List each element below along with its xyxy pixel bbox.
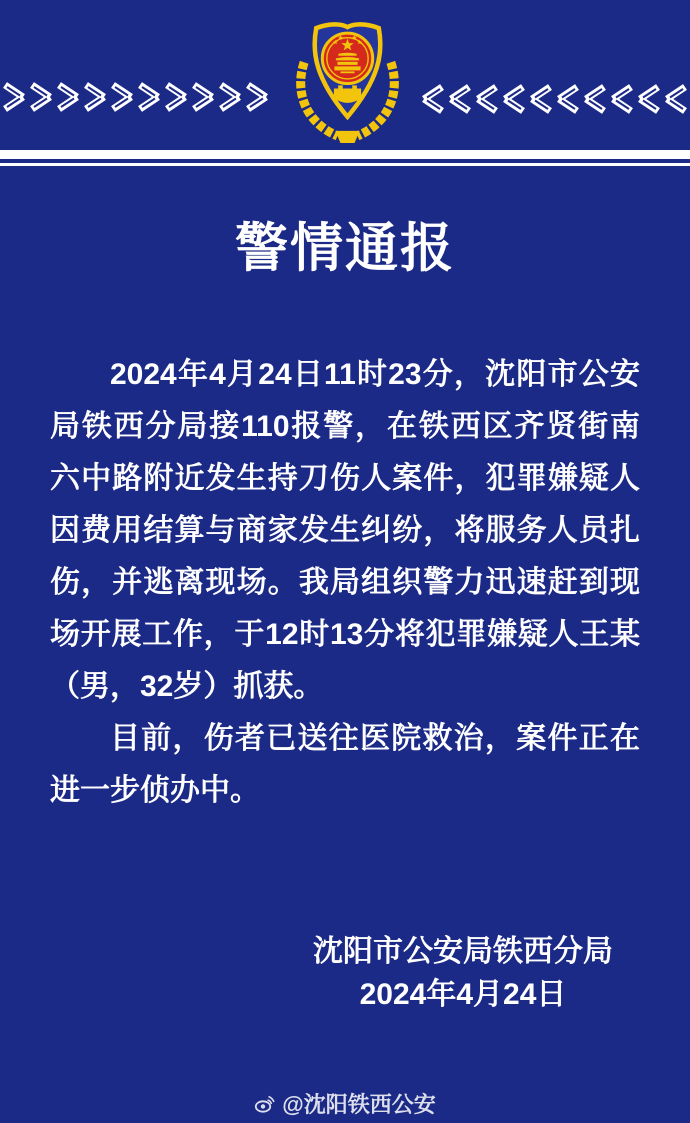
body-line: 2024年4月24日11时23分，沈阳市公安 (110, 358, 640, 391)
footer (0, 1088, 690, 1119)
signature-agency: 沈阳市公安局铁西分局 (313, 935, 613, 968)
body-line: 局铁西分局接110报警，在铁西区齐贤街南 (50, 410, 640, 443)
body-line: 目前，伤者已送往医院救治，案件正在 (110, 722, 640, 755)
body-line: 因费用结算与商家发生纠纷，将服务人员扎 (50, 514, 640, 547)
police-badge-emblem (287, 18, 408, 145)
chevron-pattern-icon (2, 81, 274, 113)
paragraph-1 (50, 349, 640, 713)
weibo-icon (254, 1093, 276, 1114)
signature-date: 2024年4月24日 (359, 978, 567, 1011)
header-chevrons-left (2, 81, 274, 113)
body-line: 场开展工作，于12时13分将犯罪嫌疑人王某 (50, 618, 640, 651)
body-line: 进一步侦办中。 (50, 774, 260, 807)
body-line: 六中路附近发生持刀伤人案件，犯罪嫌疑人 (50, 462, 640, 495)
notice-title: 警情通报 (235, 219, 455, 278)
notice-body (50, 349, 640, 817)
chevron-pattern-icon (416, 83, 688, 115)
divider-thin-bar (0, 163, 690, 166)
body-line: （男，32岁）抓获。 (50, 670, 324, 703)
divider-thick-bar (0, 150, 690, 159)
police-badge-icon (287, 18, 408, 145)
header-chevrons-right (416, 83, 688, 115)
body-line: 伤，并逃离现场。我局组织警力迅速赶到现 (50, 566, 640, 599)
divider-double-line (0, 150, 690, 166)
paragraph-2 (50, 713, 640, 817)
signature-block (313, 930, 613, 1016)
weibo-handle: @沈阳铁西公安 (282, 1092, 436, 1117)
